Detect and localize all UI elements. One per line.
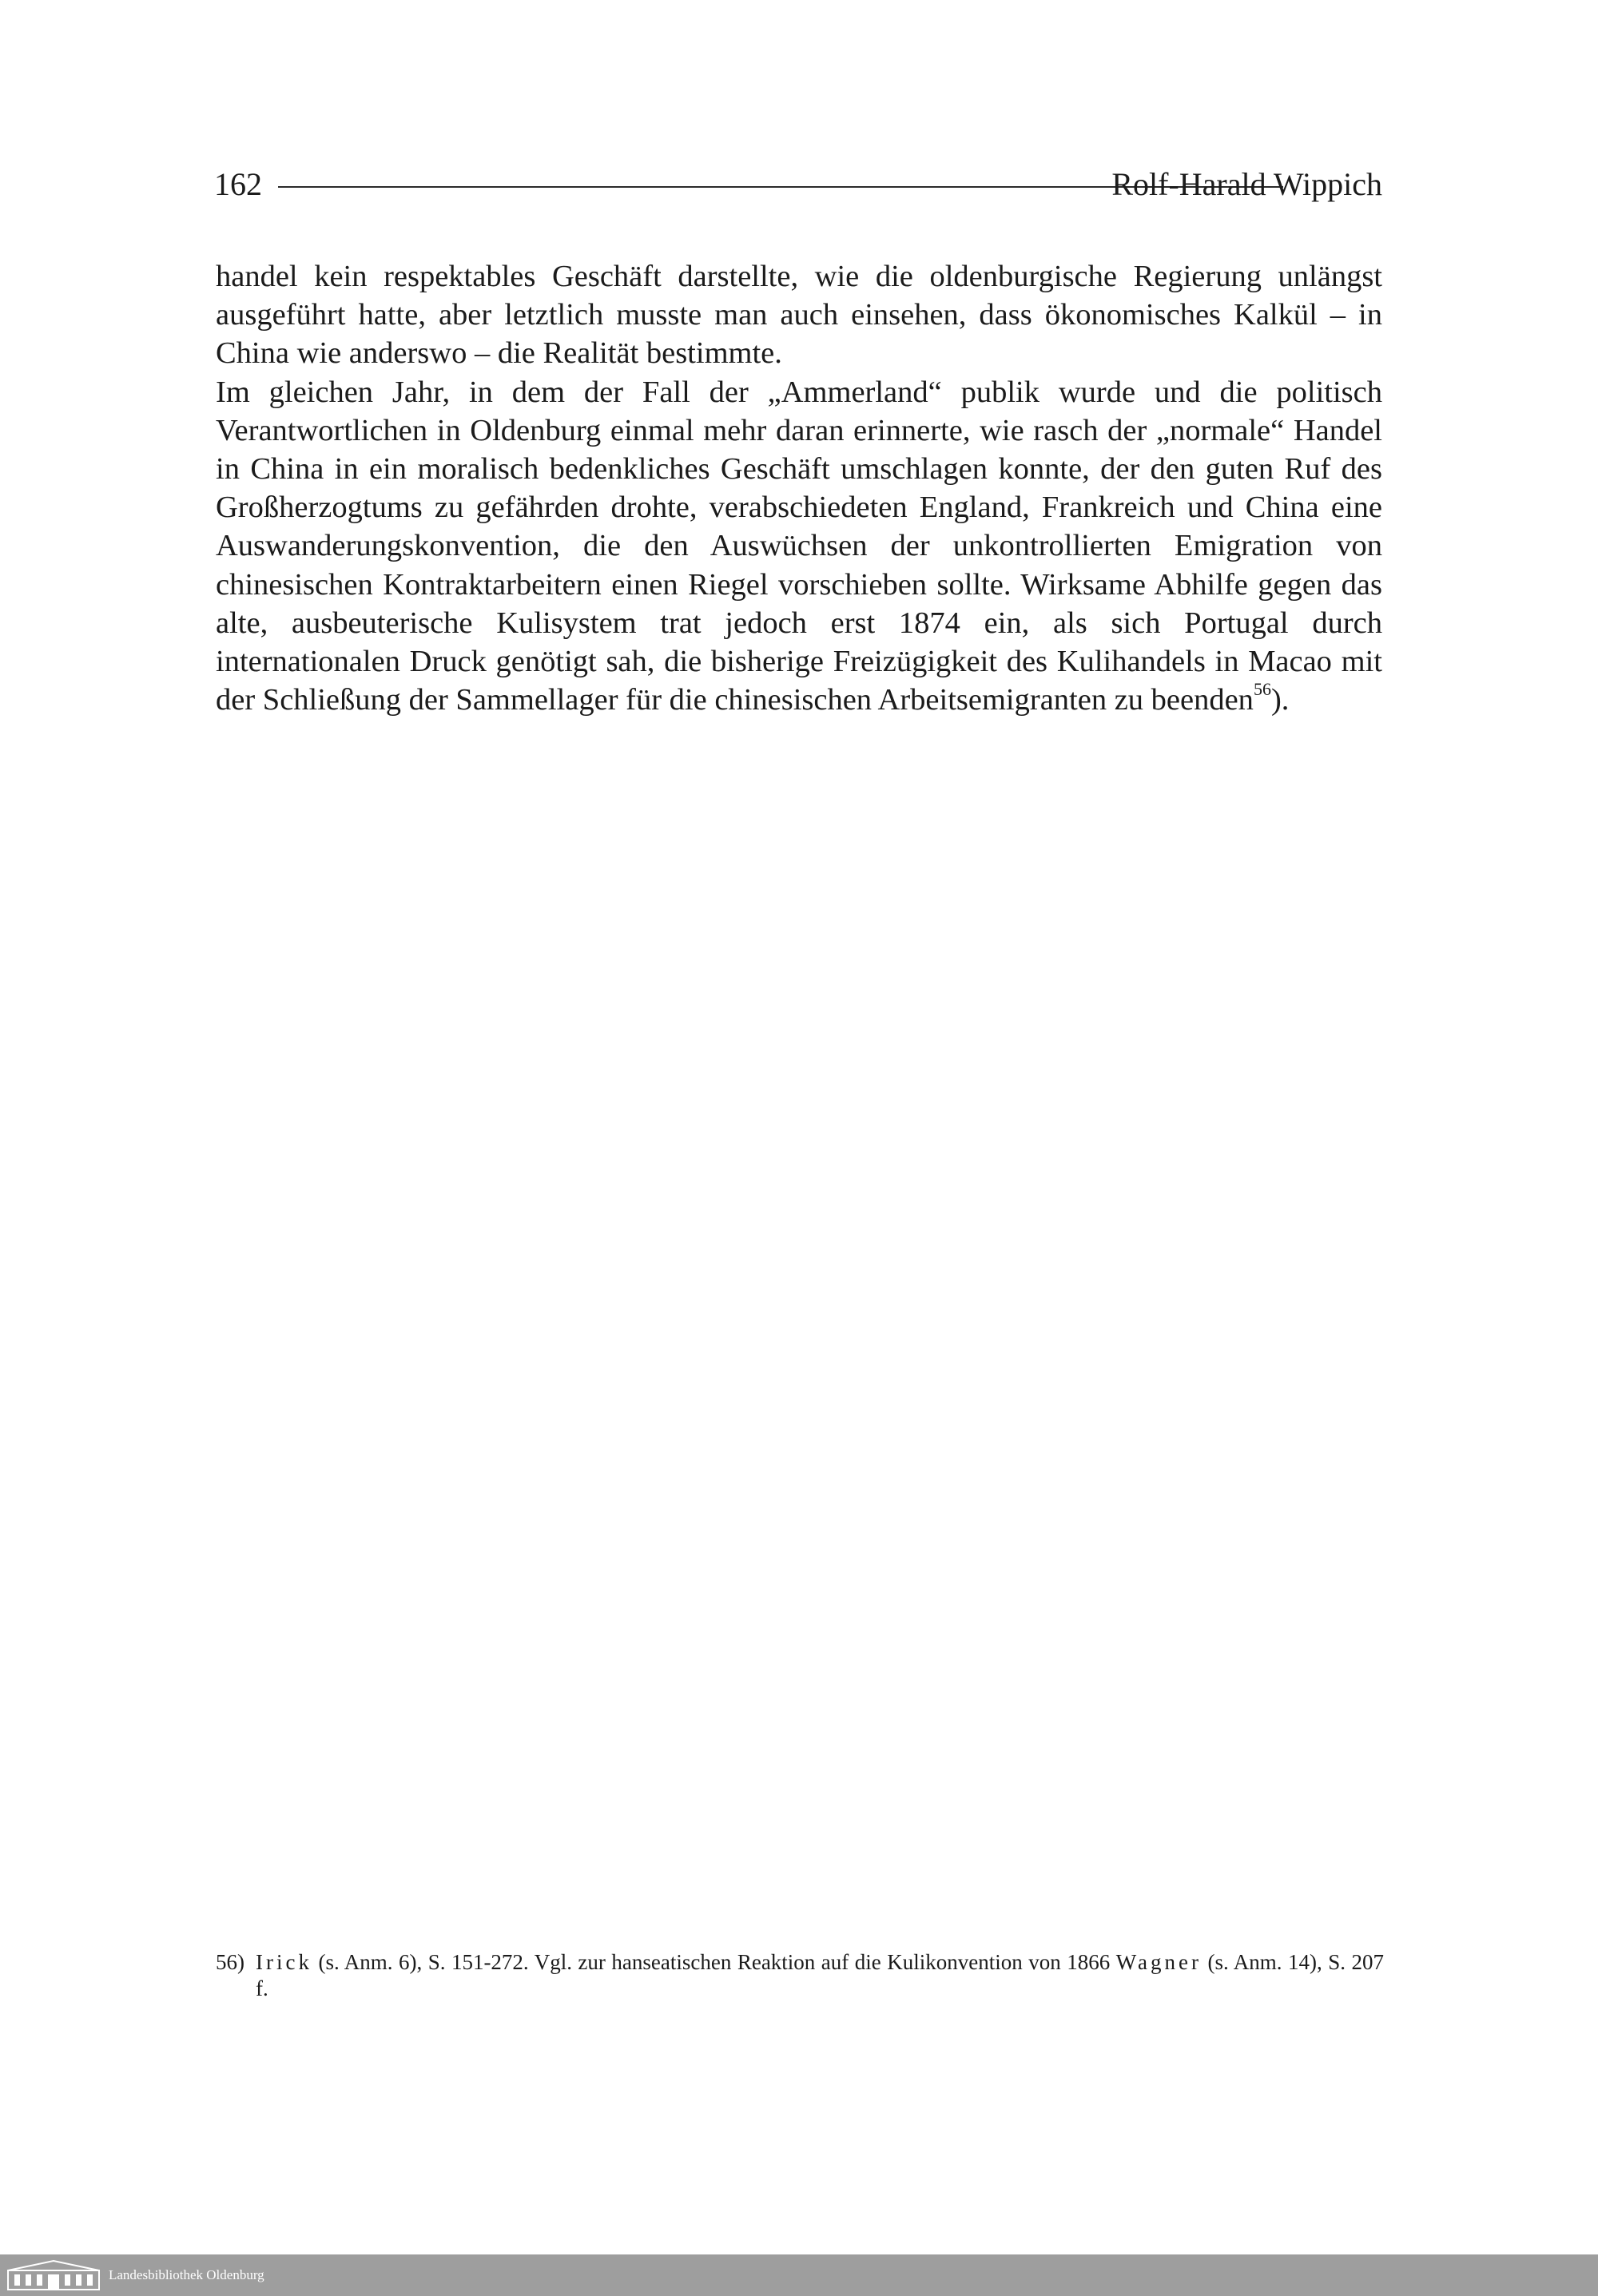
paragraph-2 bbox=[216, 373, 1382, 720]
library-name: Landesbibliothek Oldenburg bbox=[109, 2267, 264, 2282]
paragraph-2-end: ). bbox=[1270, 683, 1290, 717]
footnote-56 bbox=[216, 1949, 1384, 2002]
running-head-author: Rolf-Harald Wippich bbox=[1111, 166, 1382, 202]
paragraph-2-text: Im gleichen Jahr, in dem der Fall der „Ammerland“ publik wurde und die politisch Verantwortlichen in Oldenburg einmal mehr daran erinnerte, wie rasch der „normale“ Handel in China in ein moralisch bedenkliches Geschäft umschlagen konnte, der den guten Ruf des Großherzogtums zu gefährden drohte, verabschiedeten England, Frankreich und China eine Auswanderungskonvention, die den Auswüchsen der unkontrollierten Emigration von chinesischen Kontraktarbeitern einen Riegel vorschieben sollte. Wirksame Abhilfe gegen das alte, ausbeuterische Kulisystem trat jedoch erst 1874 ein, als sich Portugal durch internationalen Druck genötigt sah, die bisherige Freizügigkeit des Kulihandels in Macao mit der Schließung der Sammellager für die chinesischen Arbeitsemigranten zu beenden bbox=[216, 375, 1382, 717]
footnote-marker: 56) bbox=[216, 1950, 244, 1974]
library-footer-bar bbox=[0, 2254, 1598, 2296]
footnote-author-irick: Irick bbox=[256, 1950, 312, 1974]
footnote-text-part2: (s. Anm. 14), S. 207 f. bbox=[256, 1950, 1384, 2000]
footnote-author-wagner: Wagner bbox=[1115, 1950, 1202, 1974]
footnote-text bbox=[256, 1949, 1384, 2002]
footnote-reference-56[interactable]: 56 bbox=[1253, 679, 1271, 700]
page-number: 162 bbox=[214, 166, 262, 202]
library-building-icon bbox=[6, 2259, 101, 2291]
running-header bbox=[214, 157, 1382, 213]
paragraph-1: handel kein respektables Geschäft darstellte, wie die oldenburgische Regierung unlängst ausgeführt hatte, aber letztlich musste man auch einsehen, dass ökonomisches Kalkül – in China wie anderswo – die Realität bestimmte. bbox=[216, 260, 1382, 371]
footnote-text-part1: (s. Anm. 6), S. 151-272. Vgl. zur hanseatischen Reaktion auf die Kulikonvention von 1866 bbox=[312, 1950, 1116, 1974]
body-text bbox=[216, 257, 1382, 719]
